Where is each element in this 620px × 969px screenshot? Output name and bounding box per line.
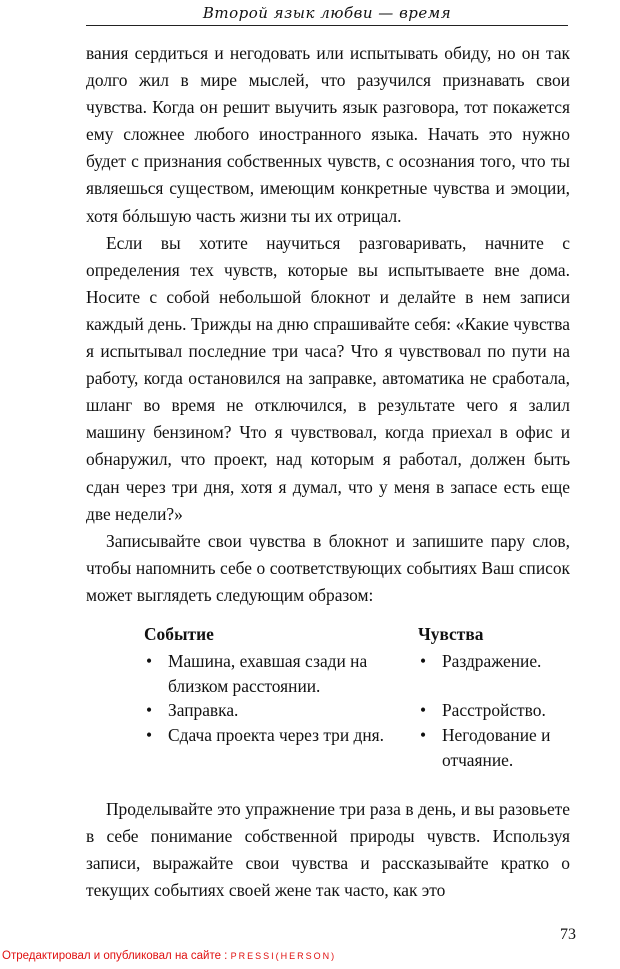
feelings-column	[418, 622, 588, 773]
event-item	[144, 723, 394, 748]
bullet-icon: •	[146, 725, 153, 746]
footer-credit	[2, 950, 336, 962]
page-number: 73	[560, 926, 576, 943]
bullet-icon: •	[146, 650, 153, 671]
feeling-text: Расстройство.	[442, 700, 546, 721]
event-item	[144, 649, 394, 699]
feeling-text: Негодование и отчаяние.	[442, 725, 551, 770]
event-item	[144, 698, 394, 723]
body-text	[86, 40, 570, 609]
paragraph-notebook: Если вы хотите научиться разговаривать, начните с определения тех чувств, которые вы испытываете вне дома. Носите с собой небольшой блокнот и делайте в нем записи каждый день. Трижды на дню спрашивайте себя: «Какие чувства я испытывал последние три часа? Что я чувствовал по пути на работу, когда остановился на заправке, автоматика не сработала, шланг во время не отключился, в результате чего я залил машину бензином? Что я чувствовал, когда приехал в офис и обнаружил, что проект, над которым я работал, должен быть сдан через три дня, хотя я думал, что у меня в запасе есть еще две недели?»	[86, 232, 570, 524]
paragraph-continuation: вания сердиться и негодовать или испытывать обиду, но он так долго жил в мире мыслей, что разучился признавать свои чувства. Когда он решит выучить язык разговора, тот покажется ему сложнее любого иностранного языка. Начать это нужно будет с признания собственных чувств, с осознания того, что ты являешься существом, имеющим конкретные чувства и эмоции, хотя бóльшую часть жизни ты их отрицал.	[86, 43, 570, 226]
feeling-item	[418, 698, 588, 723]
paragraph-exercise: Проделывайте это упражнение три раза в день, и вы разовьете в себе понимание собственной природы чувств. Используя записи, выражайте свои чувства и рассказывайте кратко о текущих событиях своей жене так часто, как это	[86, 799, 570, 901]
feeling-text: Раздражение.	[442, 650, 542, 671]
events-column-header: Событие	[144, 624, 214, 644]
bullet-icon: •	[420, 650, 427, 671]
event-text: Сдача проекта через три дня.	[168, 725, 384, 746]
paragraph-list-intro: Записывайте свои чувства в блокнот и запишите пару слов, чтобы напомнить себе о соответствующих событиях Ваш список может выглядеть следующим образом:	[86, 530, 570, 605]
header-rule	[86, 25, 568, 26]
footer-credit-text: Отредактировал и опубликовал на сайте :	[2, 950, 228, 962]
event-text: Заправка.	[168, 700, 239, 721]
event-text: Машина, ехавшая сзади на близком расстоянии.	[168, 650, 368, 696]
bullet-icon: •	[420, 725, 427, 746]
feelings-column-header: Чувства	[418, 624, 484, 644]
closing-text	[86, 796, 570, 904]
footer-site-name: PRESSI(HERSON)	[230, 951, 337, 961]
feeling-item	[418, 723, 588, 773]
bullet-icon: •	[420, 700, 427, 721]
events-column	[144, 622, 394, 748]
feeling-item	[418, 649, 588, 699]
running-head: Второй язык любви — время	[202, 4, 452, 22]
bullet-icon: •	[146, 700, 153, 721]
